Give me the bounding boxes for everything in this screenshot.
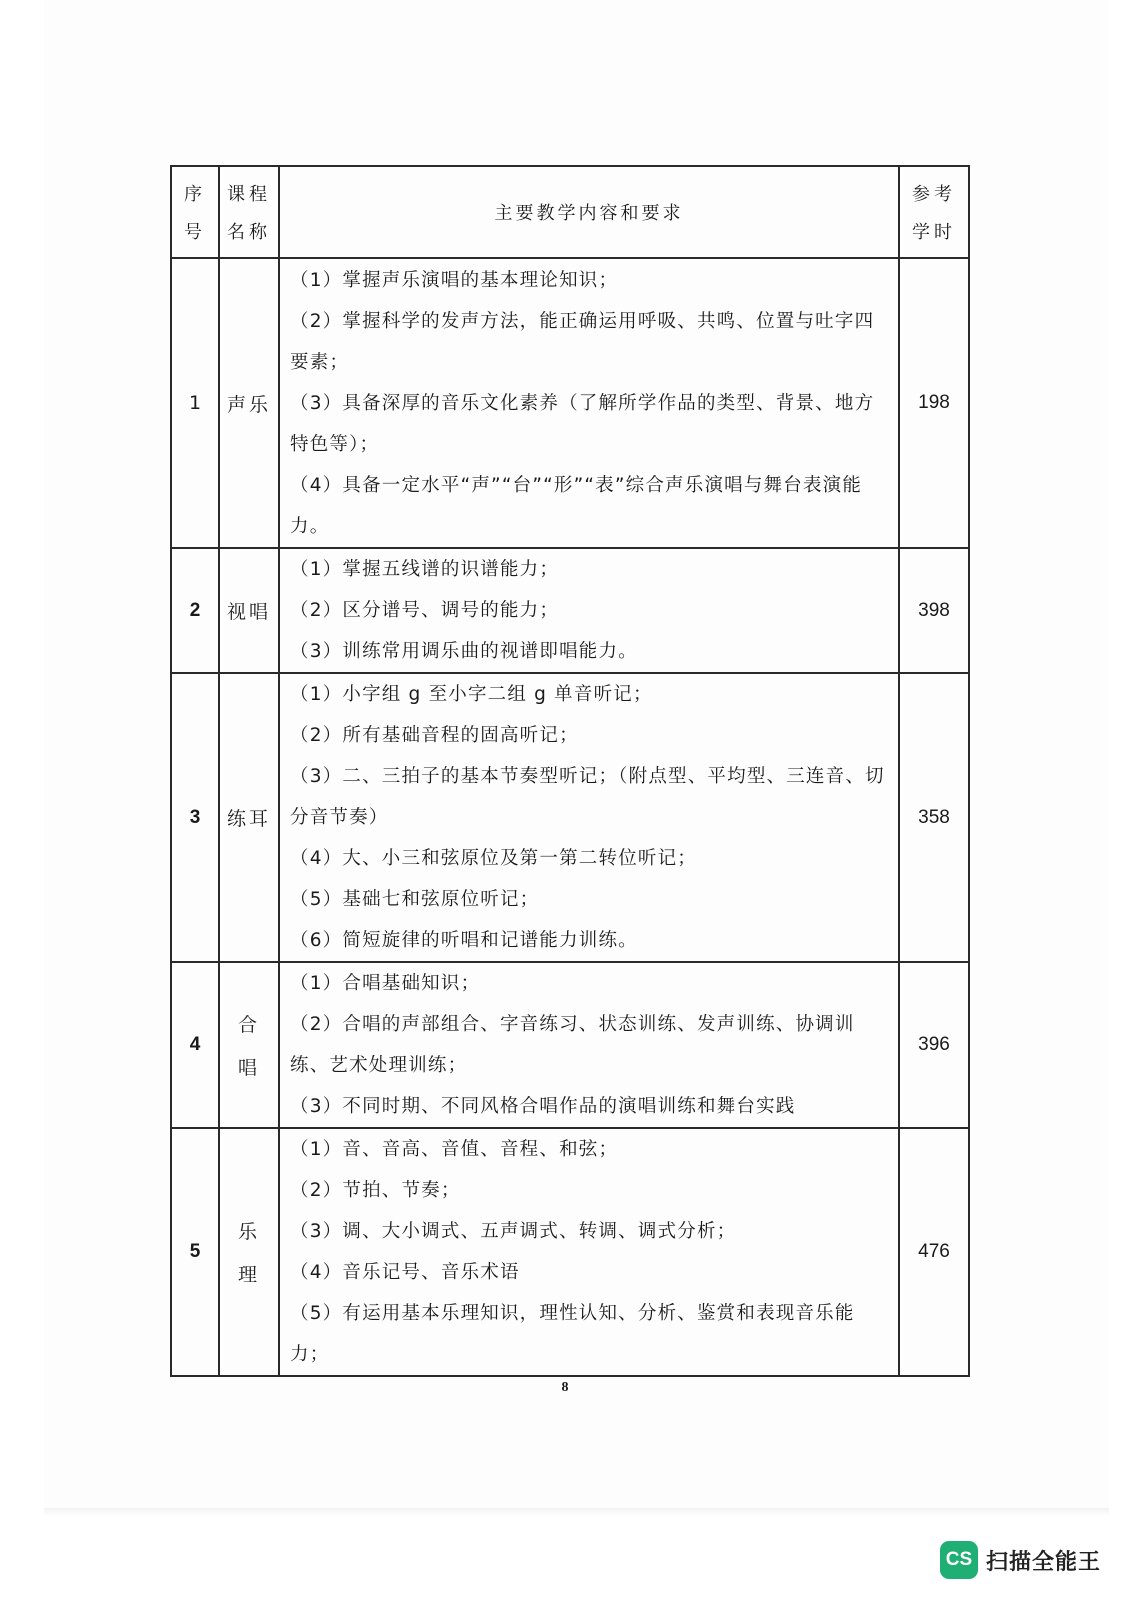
course-hours: 476 xyxy=(899,1128,969,1376)
content-item: （2）掌握科学的发声方法，能正确运用呼吸、共鸣、位置与吐字四要素； xyxy=(290,310,875,373)
course-row-1 xyxy=(171,258,969,548)
content-item: （1）小字组 g 至小字二组 g 单音听记； xyxy=(290,684,653,705)
content-item: （3）具备深厚的音乐文化素养（了解所学作品的类型、背景、地方特色等）； xyxy=(290,392,875,455)
header-name-line2: 名称 xyxy=(227,222,271,243)
content-item: （4）具备一定水平“声”“台”“形”“表”综合声乐演唱与舞台表演能力。 xyxy=(290,474,863,537)
course-row-2 xyxy=(171,548,969,673)
course-hours: 396 xyxy=(899,962,969,1128)
header-hours-line2: 学时 xyxy=(912,222,956,243)
content-item: （1）合唱基础知识； xyxy=(290,973,481,994)
watermark-text: 扫描全能王 xyxy=(986,1549,1102,1575)
course-name xyxy=(219,962,279,1128)
row-index: 5 xyxy=(171,1128,219,1376)
course-row-5 xyxy=(171,1128,969,1376)
header-index-line2: 号 xyxy=(184,222,206,243)
course-row-4 xyxy=(171,962,969,1128)
content-item: （5）有运用基本乐理知识，理性认知、分析、鉴赏和表现音乐能力； xyxy=(290,1303,855,1365)
course-content xyxy=(279,962,899,1128)
course-hours: 358 xyxy=(899,673,969,962)
content-item: （1）掌握五线谱的识谱能力； xyxy=(290,559,560,580)
row-index: 1 xyxy=(171,258,219,548)
course-name-char: 理 xyxy=(237,1264,260,1286)
header-course-name xyxy=(219,166,279,258)
camscanner-watermark xyxy=(940,1541,1101,1579)
course-name-char: 乐 xyxy=(237,1221,260,1243)
course-content xyxy=(279,673,899,962)
content-item: （2）节拍、节奏； xyxy=(290,1180,461,1201)
header-hours xyxy=(899,166,969,258)
content-item: （3）训练常用调乐曲的视谱即唱能力。 xyxy=(290,641,638,662)
content-item: （4）音乐记号、音乐术语 xyxy=(290,1262,520,1283)
page-number: 8 xyxy=(561,1380,569,1395)
course-name: 声乐 xyxy=(219,258,279,548)
course-row-3 xyxy=(171,673,969,962)
header-content: 主要教学内容和要求 xyxy=(279,166,899,258)
course-name xyxy=(219,1128,279,1376)
header-hours-line1: 参考 xyxy=(912,184,956,205)
header-index-line1: 序 xyxy=(184,184,206,205)
camscanner-logo-icon: CS xyxy=(940,1541,978,1579)
header-index xyxy=(171,166,219,258)
content-item: （1）音、音高、音值、音程、和弦； xyxy=(290,1139,619,1160)
content-item: （2）区分谱号、调号的能力； xyxy=(290,600,560,621)
course-name-char: 合 xyxy=(237,1014,260,1036)
header-row xyxy=(171,166,969,258)
course-content xyxy=(279,548,899,673)
content-item: （2）合唱的声部组合、字音练习、状态训练、发声训练、协调训练、艺术处理训练； xyxy=(290,1014,855,1076)
header-name-line1: 课程 xyxy=(227,184,271,205)
course-name: 练耳 xyxy=(219,673,279,962)
content-item: （2）所有基础音程的固高听记； xyxy=(290,725,579,746)
content-item: （3）不同时期、不同风格合唱作品的演唱训练和舞台实践 xyxy=(290,1096,796,1117)
course-hours: 398 xyxy=(899,548,969,673)
course-table xyxy=(170,165,970,1377)
course-hours: 198 xyxy=(899,258,969,548)
course-name-char: 唱 xyxy=(237,1057,260,1079)
course-name: 视唱 xyxy=(219,548,279,673)
row-index: 2 xyxy=(171,548,219,673)
content-item: （4）大、小三和弦原位及第一第二转位听记； xyxy=(290,848,697,869)
scan-edge xyxy=(44,1508,1109,1516)
content-item: （5）基础七和弦原位听记； xyxy=(290,889,540,910)
content-item: （1）掌握声乐演唱的基本理论知识； xyxy=(290,269,619,291)
content-item: （6）简短旋律的听唱和记谱能力训练。 xyxy=(290,930,638,951)
course-content xyxy=(279,258,899,548)
row-index: 3 xyxy=(171,673,219,962)
row-index: 4 xyxy=(171,962,219,1128)
content-item: （3）二、三拍子的基本节奏型听记；（附点型、平均型、三连音、切分音节奏） xyxy=(290,766,885,828)
content-item: （3）调、大小调式、五声调式、转调、调式分析； xyxy=(290,1221,737,1242)
course-content xyxy=(279,1128,899,1376)
